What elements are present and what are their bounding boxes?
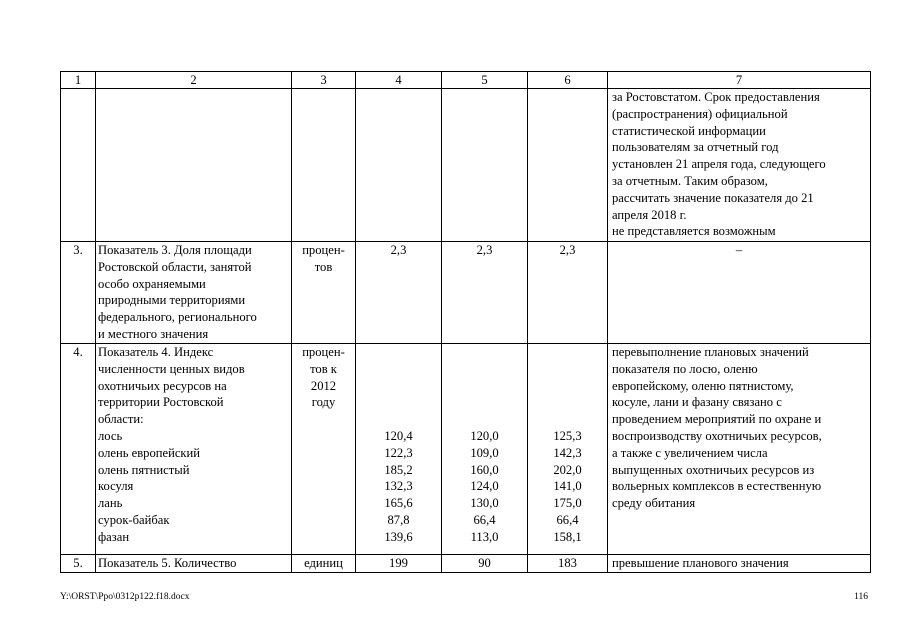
header-col-6: 6 xyxy=(528,72,608,89)
value-col-6: 2,3 xyxy=(528,242,608,344)
table-header-row xyxy=(61,72,871,89)
unit: процен- тов к 2012 году xyxy=(292,344,356,555)
value-col-5: 90 xyxy=(442,555,528,573)
indicators-table xyxy=(60,71,871,573)
table-row-indicator-3 xyxy=(61,242,871,344)
header-col-3: 3 xyxy=(292,72,356,89)
note: перевыполнение плановых значений показателя по лосю, оленю европейскому, оленю пятнистому, косуле, лани и фазану связано с проведением мероприятий по охране и воспроизводству охотничьих ресурсов, а также с увеличением числа выпущенных охотничьих ресурсов из вольерных комплексов в естественную среду обитания xyxy=(608,344,871,555)
value-col-6: 183 xyxy=(528,555,608,573)
indicator-name: Показатель 4. Индекс численности ценных видов охотничьих ресурсов на территории Ростовской области: лось олень европейский олень пятнистый косуля лань сурок-байбак фазан xyxy=(96,344,292,555)
header-col-2: 2 xyxy=(96,72,292,89)
header-col-7: 7 xyxy=(608,72,871,89)
row-number: 4. xyxy=(61,344,96,555)
header-col-4: 4 xyxy=(356,72,442,89)
row-number: 5. xyxy=(61,555,96,573)
table-row-indicator-5 xyxy=(61,555,871,573)
row-number: 3. xyxy=(61,242,96,344)
header-col-5: 5 xyxy=(442,72,528,89)
table-row-indicator-4 xyxy=(61,344,871,555)
footer-file-path: Y:\ORST\Ppo\0312p122.f18.docx xyxy=(60,592,190,602)
indicator-name: Показатель 5. Количество xyxy=(96,555,292,573)
value-col-5: 120,0 109,0 160,0 124,0 130,0 66,4 113,0 xyxy=(442,344,528,555)
value-col-4: 120,4 122,3 185,2 132,3 165,6 87,8 139,6 xyxy=(356,344,442,555)
note: – xyxy=(608,242,871,344)
note: превышение планового значения xyxy=(608,555,871,573)
value-col-4: 2,3 xyxy=(356,242,442,344)
indicator-name: Показатель 3. Доля площади Ростовской области, занятой особо охраняемыми природными территориями федерального, регионального и местного значения xyxy=(96,242,292,344)
value-col-4: 199 xyxy=(356,555,442,573)
unit: процен- тов xyxy=(292,242,356,344)
value-col-5: 2,3 xyxy=(442,242,528,344)
continued-note-cell: за Ростовстатом. Срок предоставления (распространения) официальной статистической информации пользователям за отчетный год установлен 21 апреля года, следующего за отчетным. Таким образом, рассчитать значение показателя до 21 апреля 2018 г. не представляется возможным xyxy=(608,89,871,242)
header-col-1: 1 xyxy=(61,72,96,89)
table-row-continued xyxy=(61,89,871,242)
value-col-6: 125,3 142,3 202,0 141,0 175,0 66,4 158,1 xyxy=(528,344,608,555)
page-number: 116 xyxy=(854,592,868,602)
unit: единиц xyxy=(292,555,356,573)
